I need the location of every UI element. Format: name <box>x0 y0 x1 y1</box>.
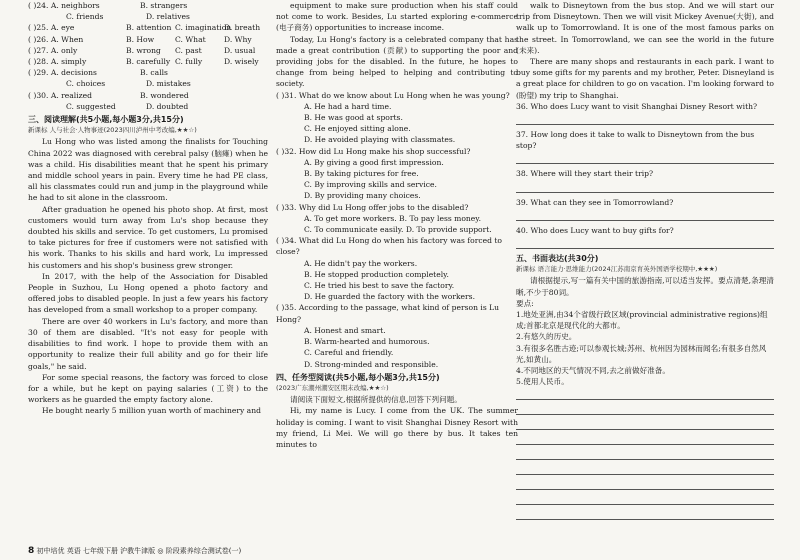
vocab-option: B. strangers <box>140 1 188 10</box>
writing-tag: 新课标 语言能力·思维能力(2024江苏南京育英外国语学校期中,★★★) <box>516 265 718 274</box>
writing-point: 2.有悠久的历史。 <box>516 332 577 342</box>
answer-line[interactable] <box>516 210 774 221</box>
vocab-row <box>28 67 268 78</box>
question-stem: 38. Where will they start their trip? <box>516 169 654 179</box>
vocab-option: D. usual <box>224 45 256 55</box>
question-option[interactable]: B. By taking pictures for free. <box>304 169 419 179</box>
writing-line[interactable] <box>516 494 774 505</box>
question-stem: ( )33. Why did Lu Hong offer jobs to the disabled? <box>276 202 469 212</box>
writing-lines[interactable] <box>516 389 774 520</box>
question-stem: ( )31. What do we know about Lu Hong when he was young? <box>276 90 510 100</box>
passage-paragraph: walk to Disneytown from the bus stop. And we will start our trip from Disneytown. Then we will visit Mickey Avenue(大街), and walk up to Tomorrowland. It is one of the most famous parks on the street. In Tomorrowland, we can see the world in the future (未来). <box>516 1 774 55</box>
task-reading-questions <box>516 101 774 249</box>
vocab-option: ( )28. A. simply <box>28 57 87 67</box>
writing-prompt: 请根据提示,写一篇有关中国的旅游指南,可以适当发挥。要点清楚,条理清晰,不少于80词。 <box>516 276 774 297</box>
vocab-option: B. How <box>126 34 155 44</box>
answer-line[interactable] <box>516 153 774 164</box>
answer-line[interactable] <box>516 114 774 125</box>
writing-line[interactable] <box>516 464 774 475</box>
page-number: 8 <box>28 546 35 556</box>
vocab-option: B. wrong <box>126 45 161 55</box>
task-reading-section-title: 四、任务型阅读(共5小题,每小题3分,共15分) <box>276 372 440 382</box>
writing-point: 1.地处亚洲,由34个省级行政区域(provincial administrative regions)组成;首都北京是现代化的大都市。 <box>516 310 768 331</box>
vocab-option: D. doubted <box>146 101 189 111</box>
task-reading-passage-continued <box>516 0 774 101</box>
vocab-option: B. wondered <box>140 90 189 100</box>
passage-paragraph: He bought nearly 5 million yuan worth of machinery and <box>42 406 261 416</box>
page-footer <box>28 546 241 556</box>
vocab-option: B. carefully <box>126 57 171 67</box>
question-option[interactable]: A. By giving a good first impression. <box>304 157 444 167</box>
vocab-row <box>28 101 268 112</box>
question-stem: 37. How long does it take to walk to Disneytown from the bus stop? <box>516 130 755 151</box>
writing-line[interactable] <box>516 449 774 460</box>
vocab-option: ( )25. A. eye <box>28 23 75 33</box>
vocab-option: C. imagination <box>175 23 232 33</box>
question-stem: ( )34. What did Lu Hong do when his factory was forced to close? <box>276 236 502 257</box>
vocab-option: D. breath <box>224 23 261 33</box>
question-stem: ( )35. According to the passage, what kind of person is Lu Hong? <box>276 303 500 324</box>
question-option[interactable]: C. By improving skills and service. <box>304 180 437 190</box>
passage-paragraph: Lu Hong who was listed among the finalists for Touching China 2022 was diagnosed with cerebral palsy (脑瘫) when he was a child. His disabilities meant that he spent his primary and middle school years in pain. Every time he had PE class, all his classmates could run and jump in the playground while he had to sit alone in the classroom. <box>28 137 268 203</box>
question-option[interactable]: B. Warm-hearted and humorous. <box>304 337 430 347</box>
passage-paragraph: There are many shops and restaurants in each park. I want to buy some gifts for my parents and my brother, Peter. Disneyland is a great place for children to go on vacation. I'm looking forward to (盼望) my trip to Shanghai. <box>516 57 774 100</box>
vocab-option: C. choices <box>66 79 106 89</box>
passage-paragraph: Hi, my name is Lucy. I come from the UK. The summer holiday is coming. I want to visit Shanghai Disney Resort with my friend, Li Mei. We will go there by bus. It takes ten minutes to <box>276 406 518 449</box>
question-option[interactable]: C. Careful and friendly. <box>304 348 394 358</box>
writing-points <box>516 309 774 387</box>
vocab-option: B. attention <box>126 23 172 33</box>
writing-line[interactable] <box>516 509 774 520</box>
question-stem: 39. What can they see in Tomorrowland? <box>516 197 674 207</box>
column-middle <box>276 0 518 450</box>
task-reading-instruction: 请阅读下面短文,根据所提供的信息,回答下列问题。 <box>290 395 462 405</box>
passage-paragraph: In 2017, with the help of the Association for Disabled People in Suzhou, Lu Hong opened a photo factory and offered jobs to disabled people. In just a few years his factory has developed from a small workshop to a proper company. <box>28 271 268 315</box>
column-right <box>516 0 774 524</box>
passage-paragraph: For some special reasons, the factory was forced to close for a while, but he kept on paying salaries (工资) to the workers as he guarded the empty factory alone. <box>28 372 268 405</box>
answer-line[interactable] <box>516 238 774 249</box>
vocab-option: C. friends <box>66 12 104 22</box>
vocab-row <box>28 0 268 11</box>
vocab-option: D. Why <box>224 34 252 44</box>
question-option[interactable]: A. He didn't pay the workers. <box>304 258 418 268</box>
task-reading-passage <box>276 405 518 450</box>
vocab-option: C. What <box>175 34 206 44</box>
column-left <box>28 0 268 417</box>
passage-paragraph: Today, Lu Hong's factory is a celebrated company that has made a great contribution (贡献) to supporting the poor and providing jobs for the disabled. In the future, he hopes to change from being helped to helping and contributing to society. <box>276 34 518 89</box>
reading-section-title: 三、阅读理解(共5小题,每小题3分,共15分) <box>28 115 184 125</box>
vocab-options <box>28 0 268 112</box>
reading-passage-continued <box>276 0 518 90</box>
writing-line[interactable] <box>516 479 774 490</box>
passage-paragraph: After graduation he opened his photo shop. At first, most customers would turn away from Lu's shop because they doubted his skills and service. To get customers, Lu promised to take pictures for free if customers were not satisfied with his work. Thanks to his skills and hard work, Lu impressed his customers and his shop's business grew stronger. <box>28 204 268 270</box>
question-option[interactable]: B. He stopped production completely. <box>304 269 449 279</box>
writing-section-title: 五、书面表达(共30分) <box>516 254 599 264</box>
question-option[interactable]: C. He enjoyed sitting alone. <box>304 124 411 134</box>
vocab-option: D. relatives <box>146 12 190 22</box>
vocab-row <box>28 34 268 45</box>
writing-line[interactable] <box>516 434 774 445</box>
question-option[interactable]: D. He guarded the factory with the workers. <box>304 292 475 302</box>
vocab-option: C. fully <box>175 57 203 67</box>
vocab-option: ( )30. A. realized <box>28 90 93 100</box>
vocab-row <box>28 56 268 67</box>
vocab-row <box>28 11 268 22</box>
question-option[interactable]: D. By providing many choices. <box>304 191 421 201</box>
question-option[interactable]: A. To get more workers. B. To pay less money. <box>304 213 481 223</box>
question-option[interactable]: D. He avoided playing with classmates. <box>304 135 456 145</box>
question-stem: 40. Who does Lucy want to buy gifts for? <box>516 225 674 235</box>
question-option[interactable]: D. Strong-minded and responsible. <box>304 359 439 369</box>
passage-paragraph: There are over 40 workers in Lu's factory, and more than 30 of them are disabled. "It's not easy for people with disabilities to find work. I hope to provide them with an opportunity to realize their full ability and go for their life goals," he said. <box>28 316 268 371</box>
question-stem: ( )32. How did Lu Hong make his shop successful? <box>276 146 471 156</box>
reading-tag: 新课标 人与社会·人物事迹(2023四川泸州中考改编,★★☆) <box>28 126 197 135</box>
vocab-row <box>28 22 268 33</box>
vocab-option: ( )26. A. When <box>28 34 84 44</box>
vocab-option: C. past <box>175 45 202 55</box>
question-stem: 36. Who does Lucy want to visit Shanghai Disney Resort with? <box>516 101 758 111</box>
question-option[interactable]: C. To communicate easily. D. To provide support. <box>304 225 492 235</box>
writing-point: 3.有很多名胜古迹;可以参观长城;苏州、杭州因为园林而闻名;有很多自然风光,如黄山。 <box>516 343 767 364</box>
question-option[interactable]: A. Honest and smart. <box>304 325 386 335</box>
writing-line[interactable] <box>516 404 774 415</box>
vocab-option: ( )24. A. neighbors <box>28 1 100 10</box>
vocab-option: D. wisely <box>224 57 259 67</box>
writing-points-title: 要点: <box>516 298 534 308</box>
reading-questions <box>276 90 518 370</box>
vocab-option: D. mistakes <box>146 79 191 89</box>
vocab-option: C. suggested <box>66 101 116 111</box>
question-option[interactable]: C. He tried his best to save the factory. <box>304 281 455 291</box>
vocab-row <box>28 90 268 101</box>
answer-line[interactable] <box>516 182 774 193</box>
vocab-option: ( )27. A. only <box>28 45 78 55</box>
reading-passage <box>28 136 268 416</box>
vocab-row <box>28 45 268 56</box>
passage-paragraph: equipment to make sure production when his staff could not come to work. Besides, Lu started exploring e-commerce (电子商务) opportunities to increase income. <box>276 1 518 33</box>
writing-line[interactable] <box>516 389 774 400</box>
writing-point: 4.不同地区的天气情况不同,去之前做好准备。 <box>516 366 670 376</box>
vocab-option: B. calls <box>140 68 168 78</box>
vocab-option: ( )29. A. decisions <box>28 68 97 78</box>
writing-line[interactable] <box>516 419 774 430</box>
vocab-row <box>28 78 268 89</box>
question-option[interactable]: B. He was good at sports. <box>304 113 403 123</box>
task-reading-tag: (2023广东潮州潮安区期末改编,★★☆) <box>276 383 389 392</box>
writing-point: 5.使用人民币。 <box>516 377 569 387</box>
question-option[interactable]: A. He had a hard time. <box>304 101 392 111</box>
footer-text: 初中培优 英语 七年级下册 沪教牛津版 ◎ 阶段素养综合测试卷(一) <box>36 547 242 555</box>
